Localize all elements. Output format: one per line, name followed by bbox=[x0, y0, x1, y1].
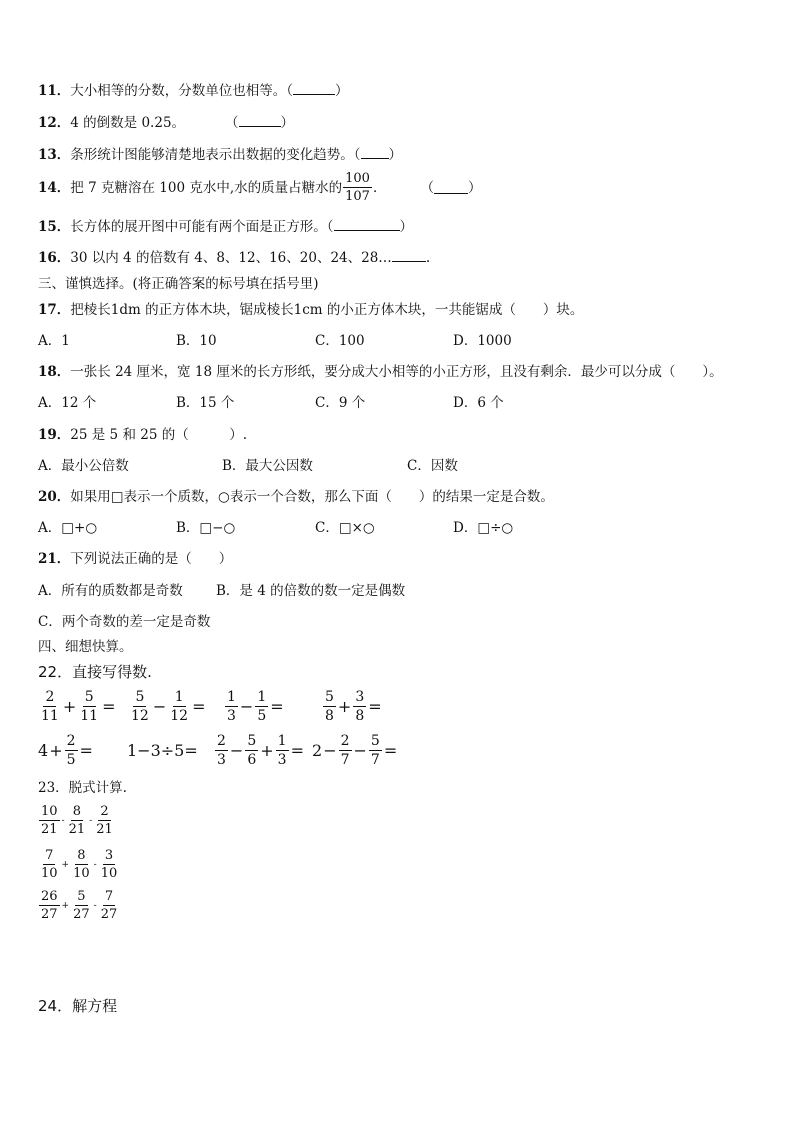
fraction: $\frac{5}{11}$ bbox=[80, 689, 99, 724]
fraction: $\frac{26}{27}$ bbox=[41, 889, 58, 922]
question-19: 19．25 是 5 和 25 的（ ）. bbox=[38, 427, 247, 443]
question-20: 20．如果用□表示一个质数，○表示一个合数，那么下面（ ）的结果一定是合数。 bbox=[38, 489, 554, 505]
fraction: $\frac{5}{7}$ bbox=[370, 733, 380, 768]
option-d[interactable]: D．□÷○ bbox=[453, 520, 514, 536]
answer-blank[interactable] bbox=[239, 114, 281, 127]
question-18: 18．一张长 24 厘米，宽 18 厘米的长方形纸，要分成大小相等的小正方形，且没有剩余．最少可以分成（ ）。 bbox=[38, 364, 723, 380]
fraction: $\frac{3}{10}$ bbox=[100, 848, 118, 881]
expression: $\frac{5}{12}$ − $\frac{1}{12}$ = bbox=[131, 689, 206, 724]
fraction: $\frac{10}{21}$ bbox=[41, 804, 58, 837]
expression: 1−3÷5= bbox=[127, 741, 198, 760]
fraction: $\frac{8}{21}$ bbox=[68, 804, 86, 837]
question-21: 21．下列说法正确的是（ ） bbox=[38, 551, 233, 567]
option-c[interactable]: C．100 bbox=[315, 333, 365, 349]
fraction: $\frac{5}{6}$ bbox=[247, 733, 257, 768]
fraction: $\frac{1}{3}$ bbox=[277, 733, 287, 768]
answer-blank[interactable] bbox=[293, 82, 335, 95]
fraction: $\frac{3}{8}$ bbox=[355, 689, 365, 724]
option-b[interactable]: B．最大公因数 bbox=[222, 458, 313, 474]
option-c[interactable]: C．□×○ bbox=[315, 520, 375, 536]
option-b[interactable]: B．是 4 的倍数的数一定是偶数 bbox=[216, 583, 406, 599]
expression: $\frac{7}{10}$ + $\frac{8}{10}$ - $\frac{3}{10}$ bbox=[41, 848, 118, 881]
fraction: $\frac{7}{27}$ bbox=[100, 889, 118, 922]
fraction: $\frac{1}{5}$ bbox=[257, 689, 267, 724]
option-b[interactable]: B．15 个 bbox=[176, 395, 235, 411]
option-d[interactable]: D．6 个 bbox=[453, 395, 504, 411]
section-3-title: 三、谨慎选择。(将正确答案的标号填在括号里) bbox=[38, 276, 319, 292]
section-4-title: 四、细想快算。 bbox=[38, 639, 133, 655]
option-b[interactable]: B．□−○ bbox=[176, 520, 236, 536]
expression: $\frac{2}{3}$ − $\frac{5}{6}$ + $\frac{1}{3}$ = bbox=[217, 733, 304, 768]
question-16: 16．30 以内 4 的倍数有 4、8、12、16、20、24、28… . bbox=[38, 250, 431, 266]
question-15: 15．长方体的展开图中可能有两个面是正方形。（ ） bbox=[38, 219, 414, 235]
fraction: $\frac{1}{12}$ bbox=[170, 689, 189, 724]
option-a[interactable]: A．1 bbox=[38, 333, 70, 349]
fraction: $\frac{2}{3}$ bbox=[217, 733, 226, 768]
question-11: 11．大小相等的分数，分数单位也相等。（ ） bbox=[38, 83, 349, 99]
fraction: $\frac{2}{11}$ bbox=[41, 689, 59, 724]
fraction: $\frac{2}{7}$ bbox=[340, 733, 350, 768]
option-c[interactable]: C．9 个 bbox=[315, 395, 366, 411]
answer-blank[interactable] bbox=[392, 249, 426, 262]
question-13: 13．条形统计图能够清楚地表示出数据的变化趋势。（ ） bbox=[38, 147, 403, 163]
fraction: $\frac{2}{21}$ bbox=[96, 804, 113, 837]
expression: 2 − $\frac{2}{7}$ − $\frac{5}{7}$ = bbox=[312, 733, 398, 768]
question-17: 17．把棱长1dm 的正方体木块，锯成棱长1cm 的小正方体木块，一共能锯成（ ）块。 bbox=[38, 302, 584, 318]
expression: $\frac{1}{3}$ − $\frac{1}{5}$ = bbox=[227, 689, 284, 724]
fraction: $\frac{5}{27}$ bbox=[73, 889, 90, 922]
answer-blank[interactable] bbox=[334, 218, 400, 231]
answer-blank[interactable] bbox=[361, 146, 389, 159]
fraction: $\frac{2}{5}$ bbox=[66, 733, 76, 768]
expression: 4 + $\frac{2}{5}$ = bbox=[38, 733, 93, 768]
fraction: $\frac{5}{12}$ bbox=[131, 689, 149, 724]
option-a[interactable]: A．12 个 bbox=[38, 395, 97, 411]
option-c[interactable]: C．因数 bbox=[407, 458, 458, 474]
fraction: $\frac{5}{8}$ bbox=[325, 689, 334, 724]
question-12: 12．4 的倒数是 0.25。 （ ） bbox=[38, 115, 295, 131]
option-a[interactable]: A．最小公倍数 bbox=[38, 458, 129, 474]
expression: $\frac{26}{27}$ + $\frac{5}{27}$ - $\frac{7}{27}$ bbox=[41, 889, 118, 922]
option-d[interactable]: D．1000 bbox=[453, 333, 512, 349]
answer-blank[interactable] bbox=[434, 181, 468, 194]
expression: $\frac{2}{11}$ + $\frac{5}{11}$ = bbox=[41, 689, 116, 724]
fraction: $\frac{1}{3}$ bbox=[227, 689, 236, 724]
option-b[interactable]: B．10 bbox=[176, 333, 217, 349]
option-a[interactable]: A．□+○ bbox=[38, 520, 98, 536]
option-a[interactable]: A．所有的质数都是奇数 bbox=[38, 583, 183, 599]
expression: $\frac{10}{21}$ - $\frac{8}{21}$ - $\frac{2}{21}$ bbox=[41, 804, 113, 837]
fraction: $\frac{100}{107}$ bbox=[345, 171, 370, 204]
expression: $\frac{5}{8}$ + $\frac{3}{8}$ = bbox=[325, 689, 382, 724]
question-22-title: 22．直接写得数. bbox=[38, 663, 152, 681]
question-14: 14． 把 7 克糖溶在 100 克水中,水的质量占糖水的 $\frac{100}{107}$ ． （ ） bbox=[38, 171, 482, 204]
option-c[interactable]: C．两个奇数的差一定是奇数 bbox=[38, 614, 211, 630]
question-24-title: 24．解方程 bbox=[38, 997, 118, 1015]
fraction: $\frac{7}{10}$ bbox=[41, 848, 58, 881]
question-23-title: 23．脱式计算. bbox=[38, 780, 127, 796]
fraction: $\frac{8}{10}$ bbox=[73, 848, 90, 881]
